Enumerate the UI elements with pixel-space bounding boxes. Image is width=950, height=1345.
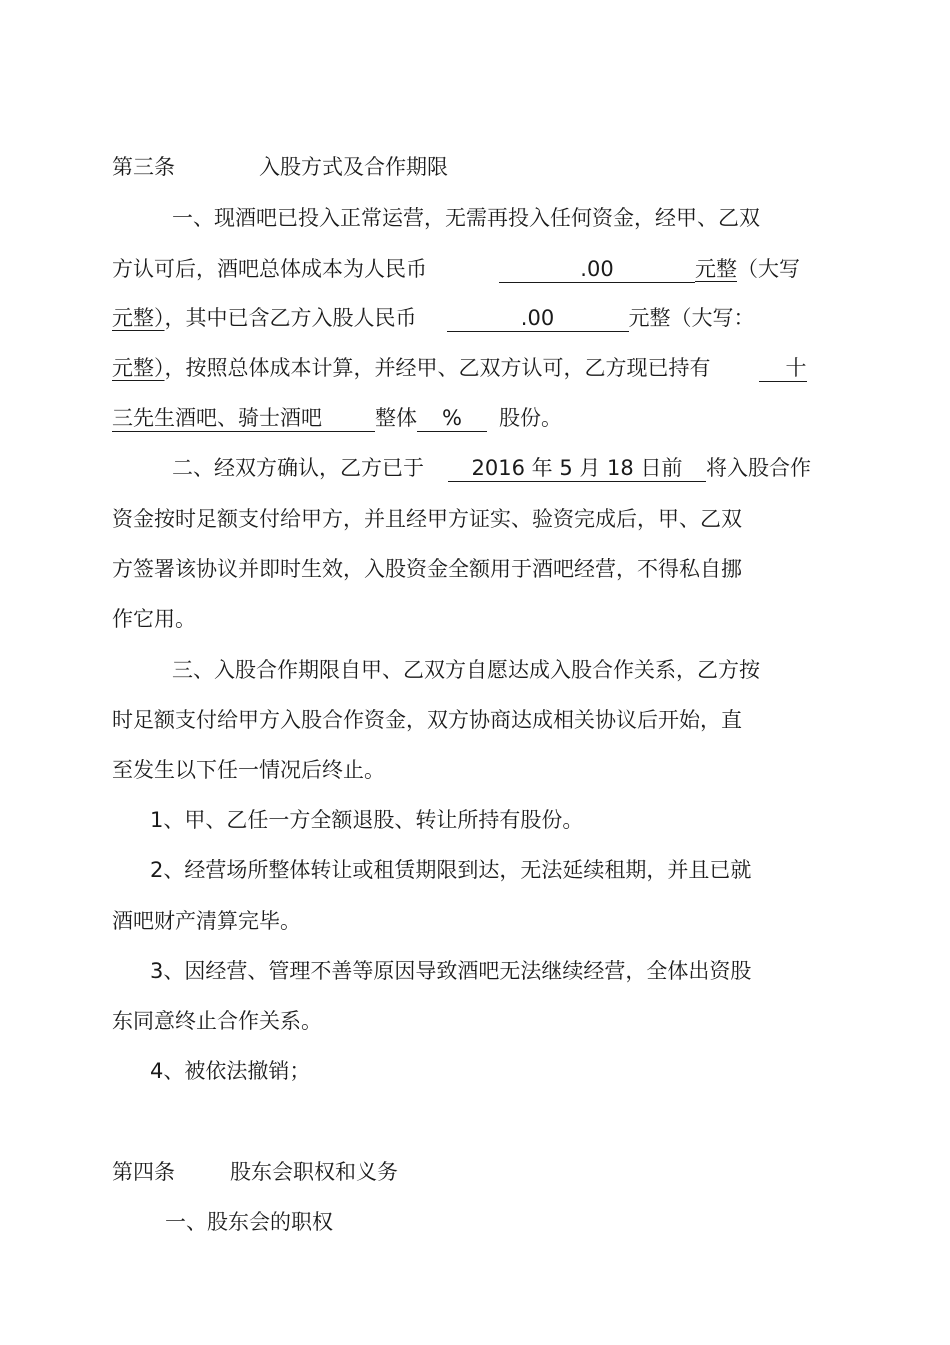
paragraph-line: 作它用。 xyxy=(112,607,196,631)
bar-name-blank-cont: 三先生酒吧、骑士酒吧 xyxy=(112,405,375,432)
article-title: 股东会职权和义务 xyxy=(230,1160,398,1184)
bar-name-blank: 十 xyxy=(759,355,807,382)
paragraph-line: 一、现酒吧已投入正常运营，无需再投入任何资金，经甲、乙双 xyxy=(172,206,760,230)
text-segment: 股份。 xyxy=(499,406,562,430)
paragraph-line xyxy=(112,405,562,432)
text-segment: 元整（大写： xyxy=(628,306,755,330)
paragraph-line xyxy=(112,305,755,332)
paragraph-line: 资金按时足额支付给甲方，并且经甲方证实、验资完成后，甲、乙双 xyxy=(112,507,742,531)
text-segment: 将入股合作 xyxy=(706,456,811,480)
list-item-cont: 酒吧财产清算完毕。 xyxy=(112,909,301,933)
article-4-heading xyxy=(112,1159,398,1185)
text-segment: ，按照总体成本计算，并经甲、乙双方认可，乙方现已持有 xyxy=(164,356,711,380)
article-title: 入股方式及合作期限 xyxy=(259,155,448,179)
payment-date-blank: 2016 年 5 月 18 日前 xyxy=(448,455,706,482)
list-item-cont: 东同意终止合作关系。 xyxy=(112,1009,322,1033)
total-cost-blank: .00 xyxy=(499,256,695,283)
article-3-heading xyxy=(112,154,448,180)
paragraph-line: 三、入股合作期限自甲、乙双方自愿达成入股合作关系，乙方按 xyxy=(172,658,760,682)
article-number: 第三条 xyxy=(112,155,175,179)
text-segment: （大写 xyxy=(737,257,800,281)
text-segment: 整体 xyxy=(375,406,417,430)
paragraph-line: 方签署该协议并即时生效，入股资金全额用于酒吧经营，不得私自挪 xyxy=(112,557,742,581)
text-segment: 方认可后，酒吧总体成本为人民币 xyxy=(112,257,427,281)
list-item: 1、甲、乙任一方全额退股、转让所持有股份。 xyxy=(150,808,584,832)
paragraph-line xyxy=(112,355,807,382)
list-item: 4、被依法撤销； xyxy=(150,1059,311,1083)
article-number: 第四条 xyxy=(112,1160,175,1184)
text-segment: 二、经双方确认，乙方已于 xyxy=(172,456,424,480)
subsection-heading: 一、股东会的职权 xyxy=(165,1210,333,1234)
text-segment: ，其中已含乙方入股人民币 xyxy=(164,306,417,330)
paragraph-line xyxy=(172,455,811,482)
percent-blank: % xyxy=(417,405,487,432)
partner-b-share-blank: .00 xyxy=(447,305,629,332)
text-segment: 元整） xyxy=(112,306,165,330)
paragraph-line xyxy=(112,256,800,283)
text-segment: 元整 xyxy=(695,257,737,281)
paragraph-line: 时足额支付给甲方入股合作资金，双方协商达成相关协议后开始，直 xyxy=(112,708,742,732)
list-item: 3、因经营、管理不善等原因导致酒吧无法继续经营，全体出资股 xyxy=(150,959,752,983)
text-segment: 元整） xyxy=(112,356,165,380)
paragraph-line: 至发生以下任一情况后终止。 xyxy=(112,758,385,782)
list-item: 2、经营场所整体转让或租赁期限到达，无法延续租期，并且已就 xyxy=(150,858,752,882)
